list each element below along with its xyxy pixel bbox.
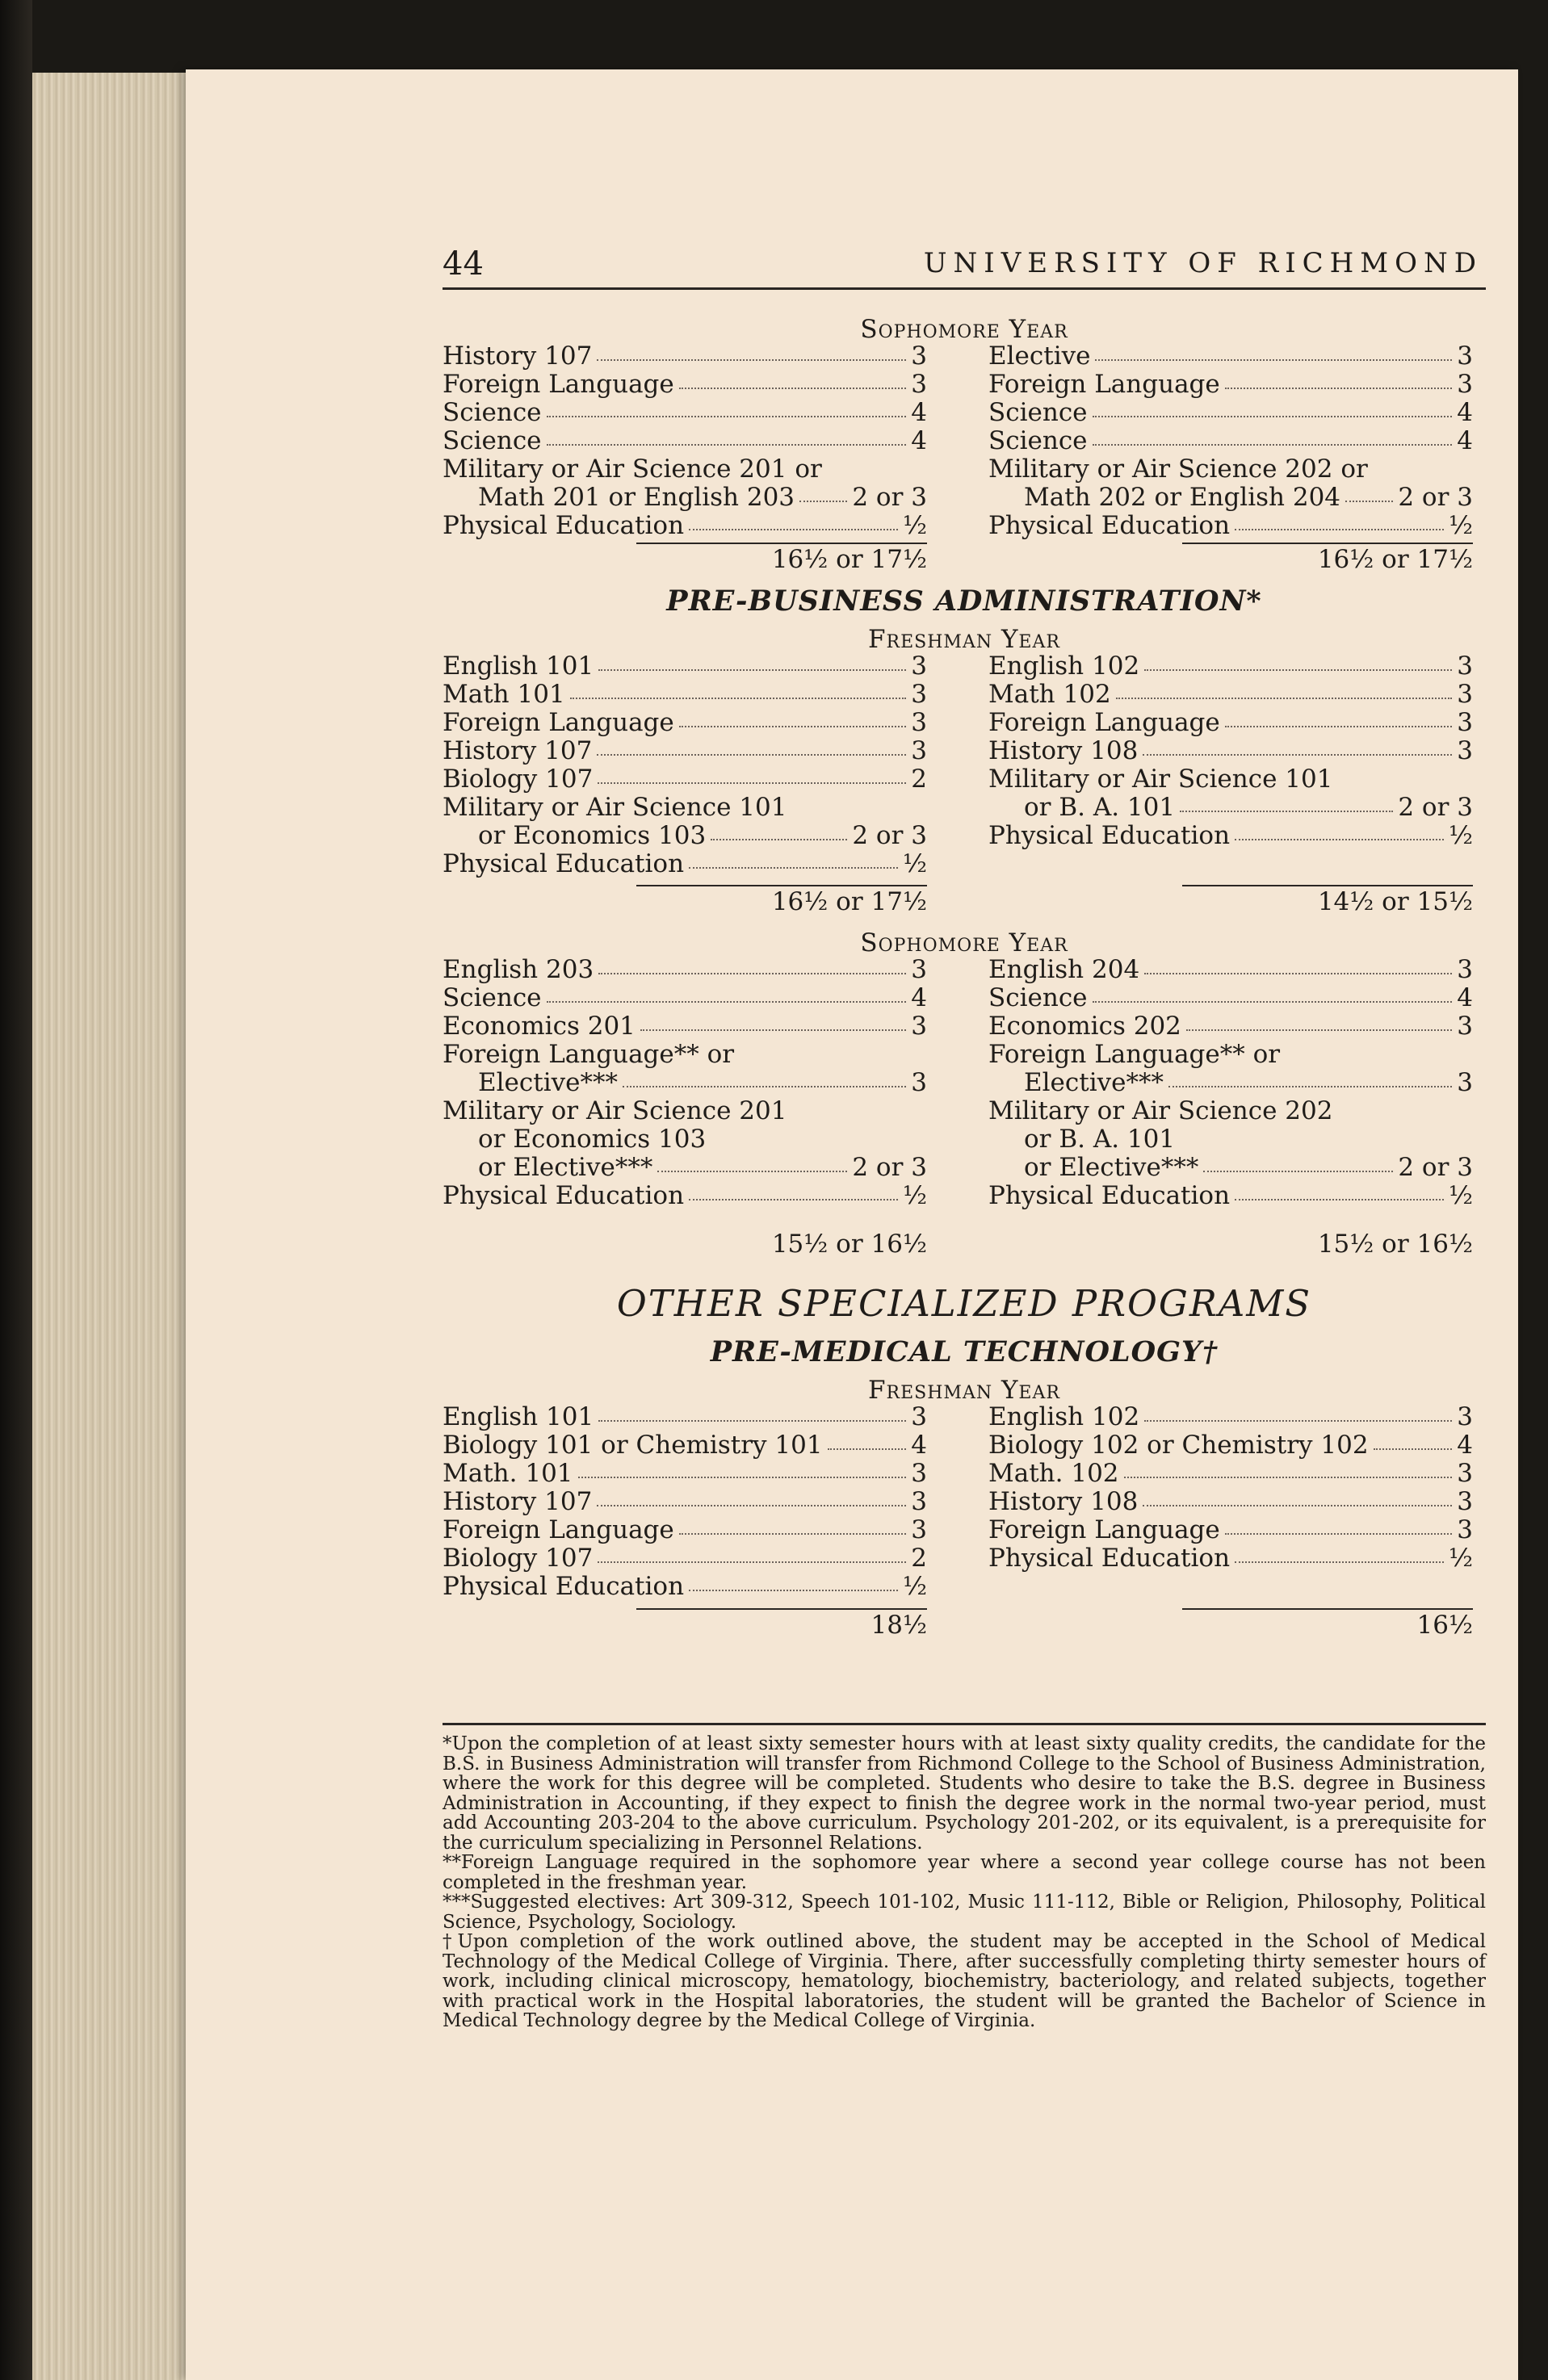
- dot-leader: [1144, 1412, 1452, 1422]
- credit-hours: 3: [911, 370, 927, 399]
- credit-hours: ½: [902, 511, 927, 540]
- credit-hours: 3: [911, 341, 927, 371]
- dot-leader: [547, 408, 907, 417]
- total-right: 14½ or 15½: [1182, 885, 1473, 916]
- credit-hours: 4: [1457, 398, 1473, 427]
- dot-leader: [1093, 993, 1453, 1003]
- top-sophomore-left: [443, 342, 927, 540]
- book-page: [186, 69, 1518, 2380]
- dot-leader: [1235, 831, 1444, 840]
- course-name: Foreign Language** or: [988, 1040, 1281, 1069]
- course-row: [988, 455, 1473, 484]
- course-name: Biology 102 or Chemistry 102: [988, 1431, 1369, 1460]
- course-name: Biology 107: [443, 1544, 594, 1573]
- dot-leader: [1124, 1469, 1453, 1478]
- business-freshman-left: [443, 652, 927, 878]
- course-name: Physical Education: [443, 1181, 685, 1210]
- course-row: [443, 455, 927, 484]
- course-name: Biology 107: [443, 765, 594, 794]
- credit-hours: 3: [911, 1402, 927, 1431]
- course-row: [443, 850, 927, 878]
- credit-hours: 3: [911, 736, 927, 765]
- program-title: PRE-BUSINESS ADMINISTRATION*: [666, 585, 1262, 618]
- program-title: PRE-MEDICAL TECHNOLOGY†: [710, 1335, 1219, 1368]
- credit-hours: ½: [1448, 1544, 1473, 1573]
- business-sophomore-left: [443, 956, 927, 1210]
- course-name: History 107: [443, 1487, 593, 1516]
- course-name: Science: [443, 398, 542, 427]
- course-name: Elective***: [478, 1068, 618, 1097]
- credit-hours: 2 or 3: [1398, 1153, 1473, 1182]
- book-spine: [0, 0, 32, 2380]
- course-name: Elective***: [1024, 1068, 1164, 1097]
- credit-hours: 3: [1457, 652, 1473, 681]
- credit-hours: 3: [1457, 1068, 1473, 1097]
- credit-hours: ½: [1448, 1181, 1473, 1210]
- freshman-heading: Freshman Year: [868, 625, 1060, 654]
- dot-leader: [799, 492, 847, 502]
- course-row: [988, 512, 1473, 540]
- dot-leader: [640, 1021, 906, 1031]
- dot-leader: [689, 859, 898, 869]
- course-name: History 108: [988, 736, 1139, 765]
- dot-leader: [598, 661, 906, 671]
- dot-leader: [598, 965, 906, 974]
- dot-leader: [1180, 802, 1393, 812]
- total-left: 18½: [636, 1608, 927, 1639]
- course-name: English 203: [443, 955, 594, 984]
- credit-hours: 3: [1457, 1459, 1473, 1488]
- dot-leader: [597, 351, 906, 361]
- course-name: Math. 101: [443, 1459, 573, 1488]
- total-left: 16½ or 17½: [636, 543, 927, 573]
- credit-hours: 3: [911, 1012, 927, 1041]
- dot-leader: [570, 689, 907, 699]
- dot-leader: [1143, 746, 1452, 756]
- course-row: [988, 342, 1473, 371]
- course-name: Physical Education: [988, 821, 1231, 850]
- course-row: [443, 1460, 927, 1488]
- credit-hours: 3: [911, 1459, 927, 1488]
- credit-hours: 3: [1457, 736, 1473, 765]
- dot-leader: [689, 521, 898, 530]
- course-row: [443, 1041, 927, 1069]
- course-row: [443, 956, 927, 984]
- course-row: [988, 1097, 1473, 1125]
- course-row: [988, 681, 1473, 709]
- dot-leader: [1168, 1078, 1452, 1087]
- course-name: Math 202 or English 204: [1024, 483, 1341, 512]
- total-right: 15½ or 16½: [1317, 1230, 1473, 1259]
- credit-hours: 3: [911, 1515, 927, 1544]
- course-name: History 107: [443, 341, 593, 371]
- course-name: Elective: [988, 341, 1091, 371]
- business-freshman-right: [988, 652, 1473, 850]
- running-title: UNIVERSITY OF RICHMOND: [923, 247, 1483, 279]
- credit-hours: 3: [1457, 680, 1473, 709]
- course-row: [443, 1544, 927, 1573]
- course-row: [443, 1488, 927, 1516]
- course-row: [988, 427, 1473, 455]
- course-name: or B. A. 101: [1024, 1125, 1176, 1154]
- dot-leader: [578, 1469, 907, 1478]
- dot-leader: [1093, 408, 1453, 417]
- credit-hours: 4: [911, 983, 927, 1012]
- credit-hours: ½: [902, 1572, 927, 1601]
- course-row: [443, 1403, 927, 1431]
- course-name: Foreign Language: [988, 1515, 1220, 1544]
- course-name: or Economics 103: [478, 1125, 707, 1154]
- course-name: English 101: [443, 1402, 594, 1431]
- page-number: 44: [443, 245, 484, 283]
- dot-leader: [1186, 1021, 1452, 1031]
- dot-leader: [679, 379, 907, 389]
- course-name: Physical Education: [988, 1181, 1231, 1210]
- credit-hours: ½: [1448, 821, 1473, 850]
- course-name: Military or Air Science 101: [443, 793, 787, 822]
- footnote: *Upon the completion of at least sixty semester hours with at least sixty quality credits, the candidate for the B.S. in Business Administration will transfer from Richmond College to the School of Business Administration, where the work for this degree will be completed. Students who desire to take the B.S. degree in Business Administration in Accounting, if they expect to finish the degree work in the normal two-year period, must add Accounting 203-204 to the above curriculum. Psychology 201-202, or its equivalent, is a prerequisite for the curriculum specializing in Personnel Relations.: [443, 1733, 1486, 1854]
- course-row: [443, 1431, 927, 1460]
- course-name: Military or Air Science 201 or: [443, 455, 822, 484]
- dot-leader: [657, 1163, 847, 1172]
- course-name: Science: [988, 426, 1088, 455]
- course-name: English 101: [443, 652, 594, 681]
- dot-leader: [1374, 1440, 1453, 1450]
- credit-hours: 3: [1457, 341, 1473, 371]
- freshman-heading: Freshman Year: [868, 1376, 1060, 1405]
- course-row: [988, 1041, 1473, 1069]
- course-row: [443, 399, 927, 427]
- credit-hours: 2 or 3: [1398, 793, 1473, 822]
- credit-hours: ½: [902, 849, 927, 878]
- credit-hours: 4: [1457, 1431, 1473, 1460]
- course-name: Math 101: [443, 680, 565, 709]
- total-right: 16½ or 17½: [1182, 543, 1473, 573]
- course-name: Physical Education: [443, 1572, 685, 1601]
- footnote: †Upon completion of the work outlined above, the student may be accepted in the School of Medical Technology of the Medical College of Virginia. There, after successfully completing thirty semester hours of work, including clinical microscopy, hematology, biochemistry, bacteriology, and related subjects, together with practical work in the Hospital laboratories, the student will be granted the Bachelor of Science in Medical Technology degree by the Medical College of Virginia.: [443, 1931, 1486, 2031]
- course-row: [443, 1097, 927, 1125]
- credit-hours: 3: [911, 680, 927, 709]
- credit-hours: 3: [1457, 955, 1473, 984]
- footnote: **Foreign Language required in the sophomore year where a second year college course has not been completed in the freshman year.: [443, 1852, 1486, 1893]
- dot-leader: [1225, 379, 1453, 389]
- course-row: [988, 371, 1473, 399]
- course-name: English 102: [988, 652, 1140, 681]
- sophomore-heading: Sophomore Year: [860, 315, 1068, 344]
- course-row: [988, 984, 1473, 1012]
- course-name: Physical Education: [443, 849, 685, 878]
- course-name: Math 201 or English 203: [478, 483, 795, 512]
- course-name: or B. A. 101: [1024, 793, 1176, 822]
- dot-leader: [1095, 351, 1452, 361]
- course-name: or Elective***: [1024, 1153, 1199, 1182]
- credit-hours: 3: [1457, 370, 1473, 399]
- credit-hours: 4: [911, 1431, 927, 1460]
- course-row: [988, 1182, 1473, 1210]
- course-row: [443, 1154, 927, 1182]
- course-row: [988, 1460, 1473, 1488]
- course-row: [443, 681, 927, 709]
- course-row: [443, 1182, 927, 1210]
- course-name: History 108: [988, 1487, 1139, 1516]
- dot-leader: [598, 774, 906, 784]
- total-left: 15½ or 16½: [771, 1230, 927, 1259]
- medtech-freshman-right: [988, 1403, 1473, 1573]
- course-row: [988, 484, 1473, 512]
- course-row: [988, 1488, 1473, 1516]
- footnote: ***Suggested electives: Art 309-312, Speech 101-102, Music 111-112, Bible or Religion, Philosophy, Political Science, Psychology, Sociology.: [443, 1892, 1486, 1933]
- credit-hours: 2: [911, 765, 927, 794]
- medtech-freshman-left: [443, 1403, 927, 1601]
- course-row: [988, 737, 1473, 765]
- dot-leader: [689, 1582, 898, 1591]
- credit-hours: 3: [1457, 1012, 1473, 1041]
- course-row: [988, 1403, 1473, 1431]
- course-row: [988, 1069, 1473, 1097]
- course-row: [988, 1431, 1473, 1460]
- credit-hours: 4: [911, 426, 927, 455]
- credit-hours: 3: [911, 708, 927, 737]
- credit-hours: 3: [1457, 1487, 1473, 1516]
- credit-hours: 2 or 3: [852, 821, 927, 850]
- dot-leader: [597, 1497, 906, 1506]
- course-row: [443, 737, 927, 765]
- credit-hours: 2 or 3: [1398, 483, 1473, 512]
- course-name: Foreign Language: [988, 708, 1220, 737]
- course-name: Foreign Language: [443, 370, 674, 399]
- course-name: Biology 101 or Chemistry 101: [443, 1431, 823, 1460]
- dot-leader: [679, 718, 907, 727]
- course-name: Military or Air Science 101: [988, 765, 1333, 794]
- course-row: [443, 371, 927, 399]
- credit-hours: 2 or 3: [852, 483, 927, 512]
- course-row: [988, 765, 1473, 794]
- course-name: Military or Air Science 202 or: [988, 455, 1368, 484]
- running-head: [443, 245, 1486, 290]
- course-row: [988, 1125, 1473, 1154]
- dot-leader: [1235, 1553, 1444, 1563]
- dot-leader: [711, 831, 847, 840]
- course-name: Science: [988, 983, 1088, 1012]
- dot-leader: [598, 1412, 906, 1422]
- course-name: or Economics 103: [478, 821, 707, 850]
- dot-leader: [1116, 689, 1453, 699]
- course-name: Foreign Language: [988, 370, 1220, 399]
- course-row: [988, 1516, 1473, 1544]
- course-row: [443, 427, 927, 455]
- credit-hours: 3: [911, 1487, 927, 1516]
- course-row: [988, 794, 1473, 822]
- course-name: Math. 102: [988, 1459, 1119, 1488]
- course-name: English 102: [988, 1402, 1140, 1431]
- dot-leader: [547, 436, 907, 446]
- dot-leader: [1235, 1191, 1444, 1200]
- course-name: Foreign Language** or: [443, 1040, 735, 1069]
- course-row: [988, 822, 1473, 850]
- credit-hours: ½: [1448, 511, 1473, 540]
- credit-hours: 4: [1457, 983, 1473, 1012]
- sophomore-heading: Sophomore Year: [860, 928, 1068, 957]
- course-row: [443, 652, 927, 681]
- course-row: [443, 822, 927, 850]
- other-programs-title: OTHER SPECIALIZED PROGRAMS: [616, 1282, 1312, 1325]
- course-name: Math 102: [988, 680, 1111, 709]
- business-sophomore-right: [988, 956, 1473, 1210]
- total-left: 16½ or 17½: [636, 885, 927, 916]
- course-row: [443, 1573, 927, 1601]
- course-name: Military or Air Science 202: [988, 1096, 1333, 1125]
- course-row: [988, 652, 1473, 681]
- course-name: History 107: [443, 736, 593, 765]
- dot-leader: [1143, 1497, 1452, 1506]
- course-row: [988, 1154, 1473, 1182]
- credit-hours: 3: [1457, 1515, 1473, 1544]
- course-name: Science: [443, 983, 542, 1012]
- course-name: Economics 201: [443, 1012, 636, 1041]
- total-right: 16½: [1182, 1608, 1473, 1639]
- course-row: [443, 1069, 927, 1097]
- footnotes: [443, 1734, 1486, 2031]
- course-row: [443, 765, 927, 794]
- course-row: [443, 794, 927, 822]
- course-row: [443, 1012, 927, 1041]
- top-sophomore-right: [988, 342, 1473, 540]
- course-name: Military or Air Science 201: [443, 1096, 787, 1125]
- course-name: Physical Education: [443, 511, 685, 540]
- course-row: [988, 956, 1473, 984]
- course-row: [443, 1516, 927, 1544]
- credit-hours: 3: [1457, 708, 1473, 737]
- course-row: [443, 984, 927, 1012]
- course-row: [988, 1012, 1473, 1041]
- dot-leader: [1235, 521, 1444, 530]
- course-row: [443, 512, 927, 540]
- course-name: or Elective***: [478, 1153, 653, 1182]
- dot-leader: [597, 746, 906, 756]
- credit-hours: 3: [911, 652, 927, 681]
- course-name: Physical Education: [988, 511, 1231, 540]
- credit-hours: 4: [911, 398, 927, 427]
- credit-hours: 2: [911, 1544, 927, 1573]
- course-row: [443, 484, 927, 512]
- course-row: [988, 399, 1473, 427]
- course-name: Science: [443, 426, 542, 455]
- credit-hours: 3: [911, 955, 927, 984]
- credit-hours: 2 or 3: [852, 1153, 927, 1182]
- dot-leader: [679, 1525, 907, 1535]
- credit-hours: 4: [1457, 426, 1473, 455]
- course-row: [443, 342, 927, 371]
- dot-leader: [547, 993, 907, 1003]
- dot-leader: [1345, 492, 1393, 502]
- dot-leader: [1144, 965, 1452, 974]
- credit-hours: 3: [911, 1068, 927, 1097]
- course-name: Foreign Language: [443, 708, 674, 737]
- course-row: [443, 709, 927, 737]
- course-row: [443, 1125, 927, 1154]
- dot-leader: [598, 1553, 906, 1563]
- course-name: Science: [988, 398, 1088, 427]
- dot-leader: [1225, 1525, 1453, 1535]
- course-name: Foreign Language: [443, 1515, 674, 1544]
- footnote-rule: [443, 1723, 1486, 1725]
- course-row: [988, 709, 1473, 737]
- dot-leader: [1093, 436, 1453, 446]
- credit-hours: ½: [902, 1181, 927, 1210]
- course-name: English 204: [988, 955, 1140, 984]
- dot-leader: [1144, 661, 1452, 671]
- dot-leader: [1225, 718, 1453, 727]
- credit-hours: 3: [1457, 1402, 1473, 1431]
- dot-leader: [689, 1191, 898, 1200]
- dot-leader: [828, 1440, 907, 1450]
- dot-leader: [1203, 1163, 1393, 1172]
- dot-leader: [623, 1078, 906, 1087]
- course-row: [988, 1544, 1473, 1573]
- course-name: Economics 202: [988, 1012, 1181, 1041]
- course-name: Physical Education: [988, 1544, 1231, 1573]
